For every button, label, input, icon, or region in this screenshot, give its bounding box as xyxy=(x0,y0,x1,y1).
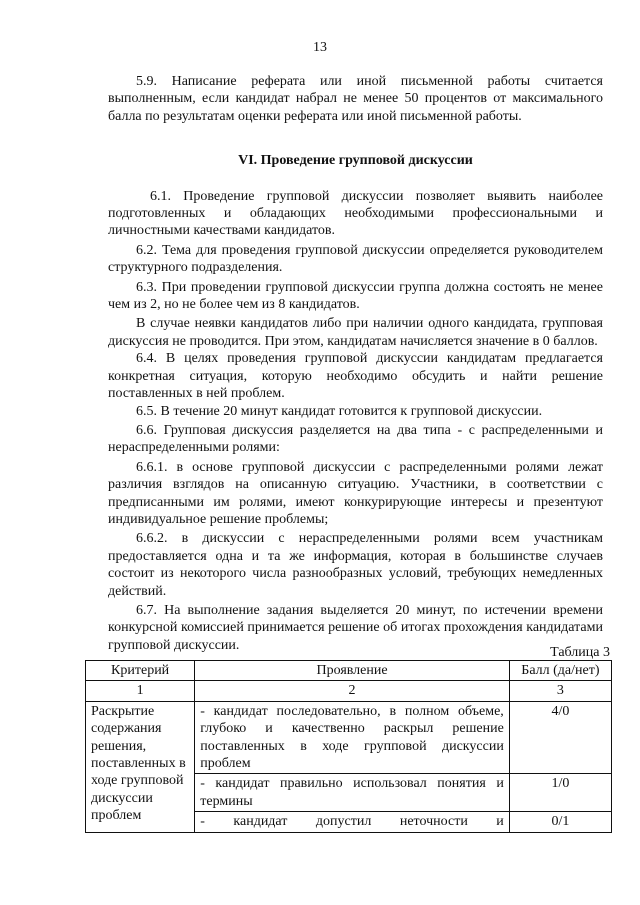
col-number-2: 2 xyxy=(195,681,510,701)
header-score: Балл (да/нет) xyxy=(509,661,611,681)
manifestation-cell: - кандидат допустил неточности и xyxy=(195,812,510,832)
page-number: 13 xyxy=(313,40,327,55)
body-text xyxy=(108,73,603,654)
paragraph-6-5: 6.5. В течение 20 минут кандидат готовится к групповой дискуссии. xyxy=(136,403,543,419)
paragraph-6-1: 6.1. Проведение групповой дискуссии позволяет выявить наиболее подготовленных и обладающих необходимыми профессиональными и личностными качествами кандидатов. xyxy=(108,188,603,239)
criteria-table xyxy=(85,660,612,833)
manifestation-cell: - кандидат последовательно, в полном объеме, глубоко и качественно раскрыл решение поставленных в ходе групповой дискуссии проблем xyxy=(195,701,510,774)
paragraph-no-show: В случае неявки кандидатов либо при наличии одного кандидата, групповая дискуссия не проводится. При этом, кандидатам начисляется значение в 0 баллов. xyxy=(108,316,603,349)
paragraph-6-3: 6.3. При проведении групповой дискуссии группа должна состоять не менее чем из 2, но не более чем из 8 кандидатов. xyxy=(108,279,603,313)
table-caption: Таблица 3 xyxy=(550,645,610,660)
paragraph-6-4: 6.4. В целях проведения групповой дискуссии кандидатам предлагается конкретная ситуация, которую необходимо обсудить и найти решение поставленных в ней проблем. xyxy=(108,351,603,402)
col-number-1: 1 xyxy=(86,681,195,701)
score-cell: 1/0 xyxy=(509,774,611,812)
manifestation-cell: - кандидат правильно использовал понятия и термины xyxy=(195,774,510,812)
paragraph-6-6-1: 6.6.1. в основе групповой дискуссии с распределенными ролями лежат различия взглядов на описанную ситуацию. Участники, в соответствии с предписанными им ролями, имеют конкурирующие интересы и презентуют индивидуальное решение проблемы; xyxy=(108,459,603,527)
paragraph-6-6-2: 6.6.2. в дискуссии с нераспределенными ролями всем участникам предоставляется одна и та же информация, которая в большинстве случаев состоит из некоторого числа разнообразных условий, требующих немедленных действий. xyxy=(108,531,603,599)
score-cell: 0/1 xyxy=(509,812,611,832)
paragraph-6-2: 6.2. Тема для проведения групповой дискуссии определяется руководителем структурного подразделения. xyxy=(108,242,603,276)
criterion-cell: Раскрытие содержания решения, поставленных в ходе групповой дискуссии проблем xyxy=(86,701,195,832)
table-number-row xyxy=(86,681,612,701)
header-manifestation: Проявление xyxy=(195,661,510,681)
table-header-row xyxy=(86,661,612,681)
score-cell: 4/0 xyxy=(509,701,611,774)
table-row xyxy=(86,701,612,774)
paragraph-5-9: 5.9. Написание реферата или иной письменной работы считается выполненным, если кандидат набрал не менее 50 процентов от максимального балла по результатам оценки реферата или иной письменной работы. xyxy=(108,74,603,124)
header-criterion: Критерий xyxy=(86,661,195,681)
col-number-3: 3 xyxy=(509,681,611,701)
section-heading: VI. Проведение групповой дискуссии xyxy=(238,153,473,169)
paragraph-6-7: 6.7. На выполнение задания выделяется 20 минут, по истечении времени конкурсной комиссией принимается решение об итогах прохождения кандидатами групповой дискуссии. xyxy=(108,602,603,653)
paragraph-6-6: 6.6. Групповая дискуссия разделяется на два типа - с распределенными и нераспределенными ролями: xyxy=(108,422,603,456)
